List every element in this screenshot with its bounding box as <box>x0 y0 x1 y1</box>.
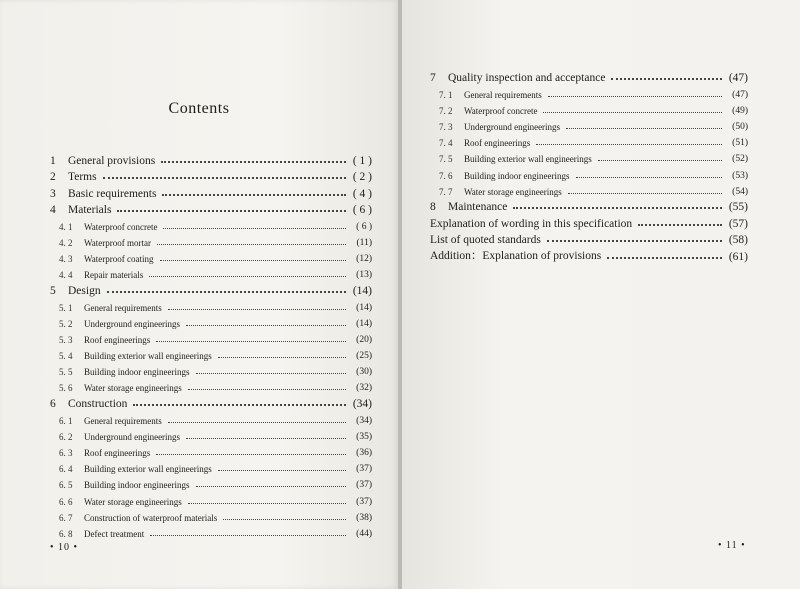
toc-subentry <box>50 490 372 506</box>
toc-entry-number: 7 <box>430 71 436 84</box>
toc-subentry <box>430 84 748 100</box>
toc-entry-number: 5. 4 <box>59 351 73 362</box>
leader-dots <box>611 78 722 80</box>
toc-subentry <box>50 297 372 313</box>
leader-dots <box>156 341 346 342</box>
toc-entry-number: 5. 6 <box>59 383 73 394</box>
leader-dots <box>117 210 346 212</box>
toc-entry-number: 7. 2 <box>439 105 453 116</box>
toc-subentry <box>50 474 372 490</box>
leader-dots <box>186 325 346 326</box>
toc-entry-label: Explanation of wording in this specification <box>430 217 633 230</box>
toc-entry-number: 7. 3 <box>439 122 453 133</box>
leader-dots <box>103 177 346 179</box>
toc-entry-page: (32) <box>356 383 372 394</box>
toc-entry-page: (14) <box>356 319 372 330</box>
toc-entry-page: (13) <box>356 270 372 281</box>
toc-entry-page: (61) <box>728 250 748 263</box>
toc-entry-label: General requirements <box>84 302 162 313</box>
toc-entry-number: 4 <box>50 204 56 216</box>
toc-entry-label: General requirements <box>84 416 162 427</box>
toc-entry-page: ( 2 ) <box>352 171 372 183</box>
toc-entry <box>50 167 372 184</box>
toc-subentry <box>430 164 748 180</box>
leader-dots <box>196 373 347 374</box>
toc-entry-page: (14) <box>356 302 372 313</box>
leader-dots <box>157 244 346 245</box>
leader-dots <box>547 240 722 242</box>
toc-entry-label: Roof engineerings <box>84 448 151 459</box>
toc-subentry <box>50 329 372 345</box>
leader-dots <box>576 177 723 178</box>
leader-dots <box>543 112 722 113</box>
toc-entry-number: 6. 6 <box>59 496 73 507</box>
toc-subentry <box>50 361 372 377</box>
toc-entry-label: Building exterior wall engineerings <box>84 464 212 475</box>
toc-entry-page: (11) <box>356 238 372 249</box>
leader-dots <box>196 486 347 487</box>
toc-entry-label: Building indoor engineerings <box>464 170 570 181</box>
toc-subentry <box>50 458 372 474</box>
leader-dots <box>168 309 346 310</box>
toc-subentry <box>430 148 748 164</box>
toc-left-list <box>50 150 372 539</box>
toc-entry-page: ( 6 ) <box>356 222 372 233</box>
toc-entry-page: (34) <box>356 416 372 427</box>
leader-dots <box>223 519 346 520</box>
toc-entry <box>50 393 372 410</box>
leader-dots <box>536 144 722 145</box>
toc-entry-page: (55) <box>728 201 748 214</box>
toc-entry-number: 7. 1 <box>439 89 453 100</box>
leader-dots <box>218 357 346 358</box>
toc-entry-page: (37) <box>356 480 372 491</box>
toc-entry-page: (37) <box>356 464 372 475</box>
toc-entry-label: Construction <box>68 397 128 410</box>
toc-subentry <box>50 442 372 458</box>
page-number: • 10 • <box>50 542 79 553</box>
toc-entry-number: 5. 5 <box>59 367 73 378</box>
toc-entry-page: ( 6 ) <box>352 204 372 216</box>
toc-entry-number: 6. 1 <box>59 416 73 427</box>
toc-subentry <box>50 345 372 361</box>
toc-entry-page: (38) <box>356 512 372 523</box>
toc-entry <box>430 230 748 247</box>
toc-entry-page: (47) <box>728 71 748 84</box>
leader-dots <box>188 503 346 504</box>
toc-entry-number: 7. 4 <box>439 138 453 149</box>
toc-entry-label: Waterproof mortar <box>84 238 151 249</box>
toc-entry-page: (53) <box>732 170 748 181</box>
toc-entry-number: 6. 7 <box>59 512 73 523</box>
toc-entry-page: (25) <box>356 351 372 362</box>
toc-entry-page: ( 1 ) <box>352 154 372 167</box>
toc-entry-page: (47) <box>732 89 748 100</box>
toc-entry-page: (54) <box>732 186 748 197</box>
toc-subentry <box>430 132 748 148</box>
toc-entry <box>50 150 372 167</box>
toc-entry-number: 3 <box>50 187 56 200</box>
toc-entry-number: 7. 6 <box>439 170 453 181</box>
leader-dots <box>161 161 346 163</box>
toc-entry-page: (36) <box>356 448 372 459</box>
toc-entry-page: ( 4 ) <box>352 187 372 200</box>
toc-entry-page: (35) <box>356 432 372 443</box>
leader-dots <box>149 276 346 277</box>
toc-entry-number: 7. 7 <box>439 186 453 197</box>
toc-entry-label: Building exterior wall engineerings <box>84 351 212 362</box>
toc-subentry <box>430 116 748 132</box>
toc-subentry <box>430 181 748 197</box>
toc-entry-label: Building exterior wall engineerings <box>464 154 592 165</box>
leader-dots <box>162 194 346 196</box>
toc-subentry <box>50 410 372 426</box>
toc-subentry <box>50 264 372 280</box>
toc-entry-number: 2 <box>50 171 56 183</box>
toc-entry-label: Roof engineerings <box>84 335 151 346</box>
toc-entry-page: (37) <box>356 496 372 507</box>
toc-entry-label: General requirements <box>464 89 542 100</box>
leader-dots <box>163 228 346 229</box>
toc-entry-number: 5. 1 <box>59 302 73 313</box>
leader-dots <box>513 207 722 209</box>
toc-subentry <box>430 100 748 116</box>
toc-entry-label: Underground engineerings <box>84 319 181 330</box>
toc-entry-number: 6. 4 <box>59 464 73 475</box>
toc-entry-page: (51) <box>732 138 748 149</box>
toc-subentry <box>50 216 372 232</box>
toc-subentry <box>50 507 372 523</box>
toc-entry-label: Water storage engineerings <box>84 496 182 507</box>
toc-entry-page: (34) <box>352 397 372 410</box>
toc-entry-label: Maintenance <box>448 201 508 214</box>
toc-entry-label: Materials <box>68 204 112 216</box>
toc-entry-label: Building indoor engineerings <box>84 480 190 491</box>
leader-dots <box>607 257 722 259</box>
toc-entry-page: (44) <box>356 528 372 539</box>
leader-dots <box>156 454 346 455</box>
toc-entry-number: 6. 3 <box>59 448 73 459</box>
toc-entry-label: Water storage engineerings <box>464 186 562 197</box>
toc-entry-number: 5. 3 <box>59 335 73 346</box>
toc-entry-number: 4. 4 <box>59 270 73 281</box>
toc-entry <box>430 213 748 230</box>
toc-entry-label: Underground engineerings <box>464 122 561 133</box>
toc-entry-number: 5 <box>50 284 56 297</box>
leader-dots <box>548 96 722 97</box>
toc-entry <box>50 280 372 297</box>
toc-entry-page: (50) <box>732 122 748 133</box>
toc-entry <box>430 246 748 263</box>
toc-entry-number: 6 <box>50 397 56 410</box>
leader-dots <box>168 422 346 423</box>
toc-entry-page: (52) <box>732 154 748 165</box>
toc-entry-page: (14) <box>352 284 372 297</box>
toc-entry-label: List of quoted standards <box>430 234 541 247</box>
toc-entry <box>50 183 372 200</box>
toc-entry-label: Roof engineerings <box>464 138 531 149</box>
toc-entry-label: General provisions <box>68 154 156 167</box>
leader-dots <box>150 535 346 536</box>
toc-entry-number: 6. 2 <box>59 432 73 443</box>
right-page <box>402 0 800 589</box>
toc-entry-page: (57) <box>728 217 748 230</box>
leader-dots <box>160 260 347 261</box>
toc-entry-label: Basic requirements <box>68 187 157 200</box>
toc-entry-label: Waterproof coating <box>84 254 154 265</box>
toc-entry-number: 6. 8 <box>59 528 73 539</box>
toc-entry-page: (12) <box>356 254 372 265</box>
toc-subentry <box>50 426 372 442</box>
toc-entry-page: (58) <box>728 234 748 247</box>
toc-entry-label: Defect treatment <box>84 528 145 539</box>
toc-entry-label: Repair materials <box>84 270 144 281</box>
toc-subentry <box>50 377 372 393</box>
toc-entry-number: 4. 2 <box>59 238 73 249</box>
toc-entry-number: 6. 5 <box>59 480 73 491</box>
toc-entry <box>50 200 372 217</box>
toc-entry-label: Terms <box>68 171 97 183</box>
toc-entry-page: (49) <box>732 105 748 116</box>
leader-dots <box>188 389 346 390</box>
toc-entry-page: (20) <box>356 335 372 346</box>
page-number: • 11 • <box>718 540 746 551</box>
leader-dots <box>638 224 722 226</box>
toc-entry-label: Design <box>68 284 101 297</box>
left-page <box>0 0 398 589</box>
leader-dots <box>598 160 722 161</box>
toc-subentry <box>50 248 372 264</box>
toc-entry-label: Waterproof concrete <box>464 105 538 116</box>
toc-entry-label: Construction of waterproof materials <box>84 512 218 523</box>
toc-entry-label: Building indoor engineerings <box>84 367 190 378</box>
leader-dots <box>566 128 722 129</box>
leader-dots <box>218 470 346 471</box>
toc-subentry <box>50 232 372 248</box>
toc-entry-label: Underground engineerings <box>84 432 181 443</box>
toc-entry-label: Quality inspection and acceptance <box>448 71 606 84</box>
toc-right-list <box>430 67 748 263</box>
toc-entry-page: (30) <box>356 367 372 378</box>
toc-entry-number: 7. 5 <box>439 154 453 165</box>
leader-dots <box>133 404 346 406</box>
toc-entry-number: 1 <box>50 154 56 167</box>
toc-entry <box>430 197 748 214</box>
leader-dots <box>107 291 346 293</box>
toc-entry-label: Addition：Explanation of provisions <box>430 249 602 262</box>
toc-entry-number: 4. 1 <box>59 222 73 233</box>
toc-entry-number: 5. 2 <box>59 319 73 330</box>
toc-subentry <box>50 313 372 329</box>
leader-dots <box>186 438 346 439</box>
contents-title: Contents <box>168 100 230 117</box>
toc-entry-number: 4. 3 <box>59 254 73 265</box>
toc-entry <box>430 67 748 84</box>
toc-entry-label: Waterproof concrete <box>84 222 158 233</box>
leader-dots <box>568 193 722 194</box>
toc-entry-number: 8 <box>430 201 436 214</box>
toc-entry-label: Water storage engineerings <box>84 383 182 394</box>
toc-subentry <box>50 523 372 539</box>
